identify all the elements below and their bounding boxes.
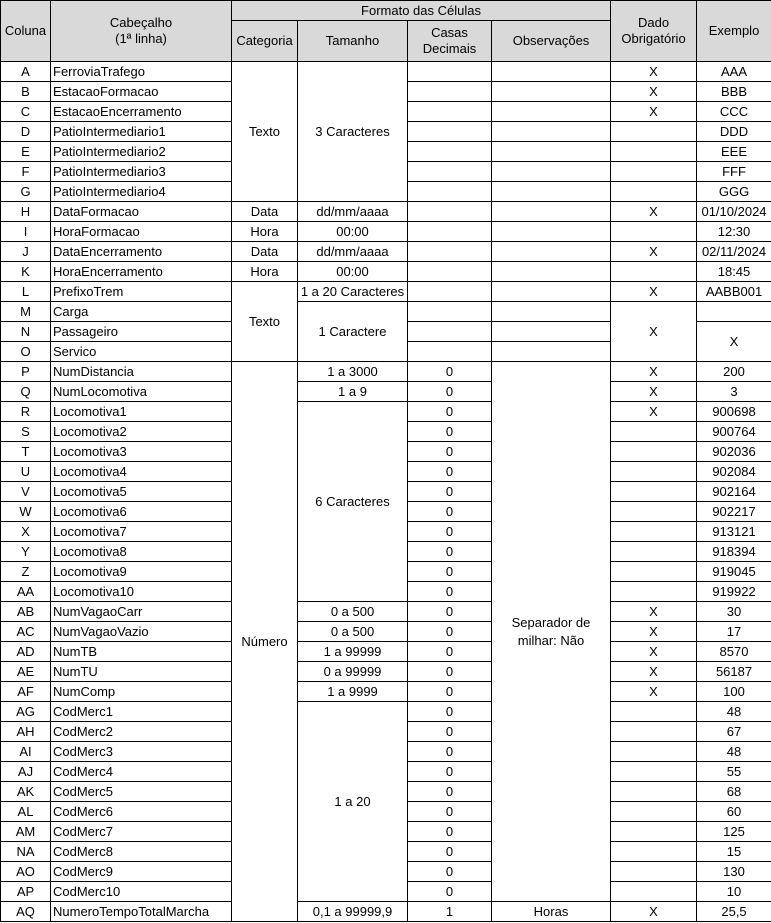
spec-table-body [1,1,771,922]
tamanho-cell: 3 Caracteres [298,62,408,202]
cabecalho-cell: PatioIntermediario4 [51,182,232,202]
coluna-cell: J [1,242,51,262]
casas-decimais-cell: 0 [408,642,492,662]
coluna-cell: M [1,302,51,322]
header-casas-title: Casas [431,25,468,40]
table-row [1,402,771,422]
dado-obrigatorio-cell [611,442,697,462]
cabecalho-cell: NumTU [51,662,232,682]
dado-obrigatorio-cell [611,822,697,842]
cabecalho-cell: CodMerc6 [51,802,232,822]
coluna-cell: N [1,322,51,342]
coluna-cell: Z [1,562,51,582]
tamanho-cell: 00:00 [298,262,408,282]
observacoes-cell [492,322,611,342]
casas-decimais-cell: 0 [408,742,492,762]
header-casas-decimais [408,21,492,62]
exemplo-cell: 900764 [697,422,771,442]
dado-obrigatorio-cell [611,262,697,282]
header-formato: Formato das Células [232,1,611,21]
casas-decimais-cell: 0 [408,502,492,522]
exemplo-cell: X [697,322,771,362]
casas-decimais-cell [408,62,492,82]
cabecalho-cell: Servico [51,342,232,362]
tamanho-cell: 1 a 3000 [298,362,408,382]
casas-decimais-cell [408,202,492,222]
cabecalho-cell: DataFormacao [51,202,232,222]
coluna-cell: L [1,282,51,302]
dado-obrigatorio-cell: X [611,662,697,682]
exemplo-cell: 12:30 [697,222,771,242]
dado-obrigatorio-cell [611,422,697,442]
casas-decimais-cell: 0 [408,862,492,882]
header-casas-sub: Decimais [422,41,477,56]
header-observacoes: Observações [492,21,611,62]
table-row [1,302,771,322]
dado-obrigatorio-cell: X [611,362,697,382]
cabecalho-cell: PatioIntermediario1 [51,122,232,142]
categoria-cell: Número [232,362,298,922]
tamanho-cell: 00:00 [298,222,408,242]
exemplo-cell: 17 [697,622,771,642]
observacoes-cell [492,122,611,142]
dado-obrigatorio-cell: X [611,602,697,622]
exemplo-cell [697,302,771,322]
casas-decimais-cell: 0 [408,482,492,502]
coluna-cell: AO [1,862,51,882]
cabecalho-cell: Locomotiva5 [51,482,232,502]
dado-obrigatorio-cell: X [611,302,697,362]
categoria-cell: Texto [232,282,298,362]
casas-decimais-cell: 0 [408,402,492,422]
casas-decimais-cell [408,322,492,342]
cabecalho-cell: NumDistancia [51,362,232,382]
dado-obrigatorio-cell: X [611,622,697,642]
observacoes-cell [492,162,611,182]
observacoes-cell [492,222,611,242]
observacoes-cell [492,82,611,102]
dado-obrigatorio-cell: X [611,402,697,422]
dado-obrigatorio-cell [611,722,697,742]
header-dado-title: Dado [637,15,670,30]
categoria-cell: Texto [232,62,298,202]
cabecalho-cell: NumComp [51,682,232,702]
cabecalho-cell: Locomotiva3 [51,442,232,462]
dado-obrigatorio-cell: X [611,82,697,102]
dado-obrigatorio-cell [611,522,697,542]
casas-decimais-cell: 0 [408,542,492,562]
exemplo-cell: BBB [697,82,771,102]
coluna-cell: AP [1,882,51,902]
coluna-cell: R [1,402,51,422]
casas-decimais-cell: 0 [408,782,492,802]
table-row [1,682,771,702]
casas-decimais-cell [408,282,492,302]
dado-obrigatorio-cell [611,142,697,162]
casas-decimais-cell [408,302,492,322]
cabecalho-cell: PrefixoTrem [51,282,232,302]
tamanho-cell: 1 Caractere [298,302,408,362]
coluna-cell: Q [1,382,51,402]
observacoes-cell [492,302,611,322]
exemplo-cell: 902036 [697,442,771,462]
casas-decimais-cell: 0 [408,522,492,542]
exemplo-cell: 01/10/2024 [697,202,771,222]
observacoes-cell [492,62,611,82]
header-cabecalho-sub: (1ª linha) [115,31,167,46]
exemplo-cell: 919045 [697,562,771,582]
cabecalho-cell: EstacaoEncerramento [51,102,232,122]
header-tamanho: Tamanho [298,21,408,62]
table-row [1,362,771,382]
tamanho-cell: 1 a 20 [298,702,408,902]
observacoes-cell [492,282,611,302]
exemplo-cell: AABB001 [697,282,771,302]
casas-decimais-cell: 0 [408,462,492,482]
observacoes-cell [492,262,611,282]
exemplo-cell: FFF [697,162,771,182]
dado-obrigatorio-cell [611,762,697,782]
exemplo-cell: 3 [697,382,771,402]
cabecalho-cell: CodMerc7 [51,822,232,842]
coluna-cell: G [1,182,51,202]
header-dado-sub: Obrigatório [621,31,686,46]
observacoes-cell [492,102,611,122]
table-row [1,222,771,242]
coluna-cell: AK [1,782,51,802]
exemplo-cell: 900698 [697,402,771,422]
dado-obrigatorio-cell: X [611,902,697,922]
exemplo-cell: 67 [697,722,771,742]
exemplo-cell: 913121 [697,522,771,542]
tamanho-cell: 0 a 500 [298,622,408,642]
exemplo-cell: GGG [697,182,771,202]
coluna-cell: AG [1,702,51,722]
coluna-cell: U [1,462,51,482]
coluna-cell: NA [1,842,51,862]
casas-decimais-cell: 0 [408,442,492,462]
observacoes-cell [492,142,611,162]
coluna-cell: T [1,442,51,462]
exemplo-cell: 30 [697,602,771,622]
casas-decimais-cell: 1 [408,902,492,922]
casas-decimais-cell [408,222,492,242]
cabecalho-cell: FerroviaTrafego [51,62,232,82]
cabecalho-cell: Locomotiva4 [51,462,232,482]
cabecalho-cell: CodMerc8 [51,842,232,862]
casas-decimais-cell: 0 [408,422,492,442]
tamanho-cell: 1 a 9 [298,382,408,402]
tamanho-cell: 0 a 500 [298,602,408,622]
dado-obrigatorio-cell: X [611,202,697,222]
table-row [1,242,771,262]
exemplo-cell: 56187 [697,662,771,682]
casas-decimais-cell: 0 [408,622,492,642]
coluna-cell: P [1,362,51,382]
header-categoria: Categoria [232,21,298,62]
table-row [1,642,771,662]
categoria-cell: Data [232,242,298,262]
casas-decimais-cell [408,242,492,262]
casas-decimais-cell [408,82,492,102]
coluna-cell: E [1,142,51,162]
exemplo-cell: 902164 [697,482,771,502]
exemplo-cell: 55 [697,762,771,782]
header-coluna: Coluna [1,1,51,62]
coluna-cell: K [1,262,51,282]
tamanho-cell: 1 a 20 Caracteres [298,282,408,302]
dado-obrigatorio-cell: X [611,242,697,262]
cabecalho-cell: CodMerc5 [51,782,232,802]
coluna-cell: AM [1,822,51,842]
tamanho-cell: dd/mm/aaaa [298,202,408,222]
casas-decimais-cell [408,182,492,202]
cabecalho-cell: NumeroTempoTotalMarcha [51,902,232,922]
dado-obrigatorio-cell [611,862,697,882]
table-row [1,902,771,922]
casas-decimais-cell: 0 [408,362,492,382]
coluna-cell: X [1,522,51,542]
dado-obrigatorio-cell [611,562,697,582]
dado-obrigatorio-cell [611,542,697,562]
casas-decimais-cell: 0 [408,722,492,742]
exemplo-cell: 902217 [697,502,771,522]
tamanho-cell: dd/mm/aaaa [298,242,408,262]
cabecalho-cell: HoraEncerramento [51,262,232,282]
casas-decimais-cell: 0 [408,682,492,702]
casas-decimais-cell: 0 [408,822,492,842]
cabecalho-cell: Carga [51,302,232,322]
coluna-cell: AI [1,742,51,762]
exemplo-cell: 200 [697,362,771,382]
header-exemplo: Exemplo [697,1,771,62]
exemplo-cell: 60 [697,802,771,822]
exemplo-cell: CCC [697,102,771,122]
dado-obrigatorio-cell [611,462,697,482]
casas-decimais-cell: 0 [408,702,492,722]
cabecalho-cell: Passageiro [51,322,232,342]
coluna-cell: B [1,82,51,102]
dado-obrigatorio-cell: X [611,642,697,662]
coluna-cell: AC [1,622,51,642]
coluna-cell: C [1,102,51,122]
casas-decimais-cell: 0 [408,382,492,402]
cabecalho-cell: Locomotiva9 [51,562,232,582]
exemplo-cell: 02/11/2024 [697,242,771,262]
cabecalho-cell: PatioIntermediario3 [51,162,232,182]
observacoes-cell: Separador de milhar: Não [492,362,611,902]
dado-obrigatorio-cell: X [611,62,697,82]
cabecalho-cell: CodMerc2 [51,722,232,742]
casas-decimais-cell: 0 [408,882,492,902]
casas-decimais-cell [408,342,492,362]
cabecalho-cell: CodMerc3 [51,742,232,762]
exemplo-cell: 18:45 [697,262,771,282]
cabecalho-cell: Locomotiva8 [51,542,232,562]
header-row-1 [1,1,771,21]
casas-decimais-cell [408,262,492,282]
cabecalho-cell: Locomotiva7 [51,522,232,542]
table-row [1,62,771,82]
coluna-cell: AE [1,662,51,682]
casas-decimais-cell: 0 [408,802,492,822]
tamanho-cell: 0 a 99999 [298,662,408,682]
coluna-cell: V [1,482,51,502]
dado-obrigatorio-cell: X [611,382,697,402]
casas-decimais-cell: 0 [408,662,492,682]
dado-obrigatorio-cell [611,502,697,522]
tamanho-cell: 6 Caracteres [298,402,408,602]
dado-obrigatorio-cell [611,162,697,182]
observacoes-cell [492,182,611,202]
exemplo-cell: 918394 [697,542,771,562]
observacoes-cell [492,202,611,222]
cabecalho-cell: Locomotiva10 [51,582,232,602]
cabecalho-cell: NumTB [51,642,232,662]
cabecalho-cell: NumVagaoVazio [51,622,232,642]
casas-decimais-cell [408,102,492,122]
dado-obrigatorio-cell [611,842,697,862]
tamanho-cell: 0,1 a 99999,9 [298,902,408,922]
dado-obrigatorio-cell [611,782,697,802]
cabecalho-cell: CodMerc1 [51,702,232,722]
exemplo-cell: 15 [697,842,771,862]
casas-decimais-cell [408,122,492,142]
cabecalho-cell: NumLocomotiva [51,382,232,402]
tamanho-cell: 1 a 9999 [298,682,408,702]
dado-obrigatorio-cell [611,802,697,822]
coluna-cell: S [1,422,51,442]
coluna-cell: H [1,202,51,222]
table-row [1,262,771,282]
categoria-cell: Data [232,202,298,222]
header-dado-obrigatorio [611,1,697,62]
dado-obrigatorio-cell [611,882,697,902]
coluna-cell: D [1,122,51,142]
casas-decimais-cell [408,142,492,162]
exemplo-cell: DDD [697,122,771,142]
table-row [1,662,771,682]
coluna-cell: AH [1,722,51,742]
table-row [1,602,771,622]
header-cabecalho-title: Cabeçalho [109,15,173,30]
casas-decimais-cell [408,162,492,182]
dado-obrigatorio-cell: X [611,682,697,702]
dado-obrigatorio-cell: X [611,102,697,122]
dado-obrigatorio-cell [611,742,697,762]
exemplo-cell: AAA [697,62,771,82]
dado-obrigatorio-cell [611,182,697,202]
dado-obrigatorio-cell [611,122,697,142]
coluna-cell: AF [1,682,51,702]
exemplo-cell: 125 [697,822,771,842]
coluna-cell: AJ [1,762,51,782]
coluna-cell: AB [1,602,51,622]
cabecalho-cell: Locomotiva6 [51,502,232,522]
exemplo-cell: 130 [697,862,771,882]
observacoes-cell [492,342,611,362]
table-row [1,282,771,302]
exemplo-cell: 68 [697,782,771,802]
dado-obrigatorio-cell [611,582,697,602]
categoria-cell: Hora [232,222,298,242]
exemplo-cell: 48 [697,702,771,722]
coluna-cell: Y [1,542,51,562]
table-row [1,202,771,222]
cabecalho-cell: Locomotiva1 [51,402,232,422]
exemplo-cell: 48 [697,742,771,762]
exemplo-cell: 919922 [697,582,771,602]
coluna-cell: AA [1,582,51,602]
coluna-cell: AL [1,802,51,822]
table-row [1,622,771,642]
casas-decimais-cell: 0 [408,842,492,862]
tamanho-cell: 1 a 99999 [298,642,408,662]
exemplo-cell: EEE [697,142,771,162]
casas-decimais-cell: 0 [408,582,492,602]
coluna-cell: W [1,502,51,522]
cabecalho-cell: Locomotiva2 [51,422,232,442]
coluna-cell: I [1,222,51,242]
table-row [1,702,771,722]
cabecalho-cell: CodMerc10 [51,882,232,902]
cabecalho-cell: CodMerc4 [51,762,232,782]
cabecalho-cell: HoraFormacao [51,222,232,242]
cabecalho-cell: PatioIntermediario2 [51,142,232,162]
cabecalho-cell: NumVagaoCarr [51,602,232,622]
exemplo-cell: 902084 [697,462,771,482]
categoria-cell: Hora [232,262,298,282]
observacoes-cell [492,242,611,262]
exemplo-cell: 100 [697,682,771,702]
cabecalho-cell: DataEncerramento [51,242,232,262]
observacoes-cell: Horas [492,902,611,922]
coluna-cell: AQ [1,902,51,922]
coluna-cell: AD [1,642,51,662]
cabecalho-cell: CodMerc9 [51,862,232,882]
cabecalho-cell: EstacaoFormacao [51,82,232,102]
coluna-cell: O [1,342,51,362]
exemplo-cell: 25,5 [697,902,771,922]
dado-obrigatorio-cell: X [611,282,697,302]
exemplo-cell: 8570 [697,642,771,662]
table-row [1,382,771,402]
casas-decimais-cell: 0 [408,602,492,622]
casas-decimais-cell: 0 [408,562,492,582]
header-cabecalho [51,1,232,62]
dado-obrigatorio-cell [611,222,697,242]
coluna-cell: A [1,62,51,82]
casas-decimais-cell: 0 [408,762,492,782]
exemplo-cell: 10 [697,882,771,902]
dado-obrigatorio-cell [611,482,697,502]
dado-obrigatorio-cell [611,702,697,722]
coluna-cell: F [1,162,51,182]
